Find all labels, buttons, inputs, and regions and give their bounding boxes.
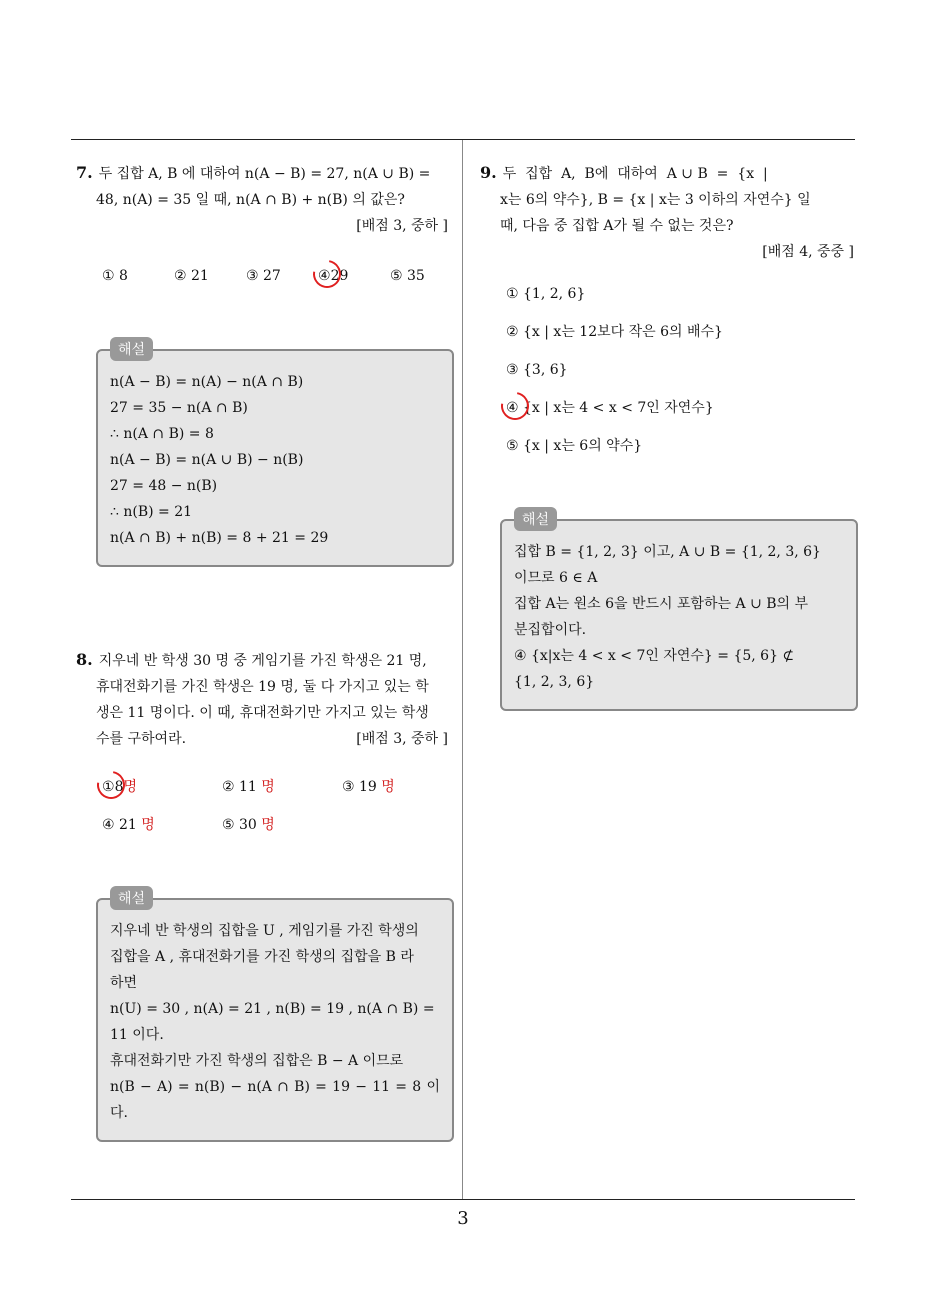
solution-box — [500, 512, 858, 711]
choice-mark — [318, 263, 331, 289]
choice-value: 11 — [239, 779, 257, 795]
choice-list — [480, 281, 858, 459]
solution-line: ∴ n(A ∩ B) = 8 — [110, 426, 214, 442]
score-label: [배점 3, 중하 ] — [356, 218, 448, 234]
page-number: 3 — [457, 1208, 469, 1229]
answer-circle-icon — [92, 766, 131, 805]
choice-mark — [102, 774, 115, 800]
choice-value: 21 — [119, 817, 137, 833]
question-8 — [76, 647, 454, 1142]
choice-value: 30 — [239, 817, 257, 833]
choice-mark: ⑤ — [506, 438, 519, 454]
choice-3[interactable] — [342, 774, 436, 800]
choice-unit: 명 — [141, 817, 155, 833]
question-number: 8. — [76, 650, 93, 669]
choice-mark: ② — [174, 268, 187, 284]
choice-value: {3, 6} — [523, 362, 568, 378]
score-label: [배점 4, 중중 ] — [762, 244, 854, 260]
question-text: 두 집합 A, B에 대하여 A ∪ B = {x | — [502, 166, 768, 182]
choice-3[interactable] — [506, 357, 858, 383]
solution-line: 분집합이다. — [514, 622, 587, 638]
choice-1[interactable] — [102, 263, 148, 289]
question-text-line — [76, 647, 454, 674]
choice-value: {1, 2, 6} — [523, 286, 586, 302]
left-column — [76, 160, 454, 1142]
choice-mark: ③ — [246, 268, 259, 284]
choice-4[interactable] — [506, 395, 858, 421]
choice-5[interactable] — [390, 263, 436, 289]
choice-4[interactable] — [318, 263, 364, 289]
choice-mark: ② — [222, 779, 235, 795]
question-text: 지우네 반 학생 30 명 중 게임기를 가진 학생은 21 명, — [98, 653, 427, 669]
choice-unit: 명 — [123, 779, 138, 795]
choice-value: 8 — [119, 268, 128, 284]
choice-value: {x | x는 6의 약수} — [523, 438, 643, 454]
solution-tag: 해설 — [110, 337, 153, 361]
solution-line: {1, 2, 3, 6} — [514, 674, 595, 690]
question-text: 두 집합 A, B 에 대하여 n(A − B) = 27, n(A ∪ B) = — [98, 166, 431, 182]
choice-mark: ① — [102, 268, 115, 284]
solution-line: 집합 A는 원소 6을 반드시 포함하는 A ∪ B의 부 — [514, 596, 809, 612]
choice-unit: 명 — [261, 779, 275, 795]
question-text-line: 때, 다음 중 집합 A가 될 수 없는 것은? — [500, 218, 734, 234]
choice-5[interactable] — [222, 812, 316, 838]
column-divider — [462, 140, 463, 1200]
solution-line: 하면 — [110, 975, 138, 991]
choice-list — [76, 774, 454, 838]
choice-value: 27 — [263, 268, 281, 284]
question-text-line — [480, 160, 858, 187]
choice-value: {x | x는 12보다 작은 6의 배수} — [523, 324, 723, 340]
right-column — [480, 160, 858, 711]
choice-value: 21 — [191, 268, 209, 284]
solution-line: 집합을 A , 휴대전화기를 가진 학생의 집합을 B 라 — [110, 949, 414, 965]
solution-box — [96, 891, 454, 1142]
choice-value: 19 — [359, 779, 377, 795]
choice-value: {x | x는 4 < x < 7인 자연수} — [523, 400, 714, 416]
choice-2[interactable] — [506, 319, 858, 345]
solution-line: 지우네 반 학생의 집합을 U , 게임기를 가진 학생의 — [110, 923, 419, 939]
choice-4[interactable] — [102, 812, 196, 838]
choice-2[interactable] — [222, 774, 316, 800]
choice-mark: ③ — [506, 362, 519, 378]
choice-5[interactable] — [506, 433, 858, 459]
choice-unit: 명 — [381, 779, 395, 795]
question-text-line — [76, 726, 454, 752]
choice-mark — [506, 395, 519, 421]
solution-line: 27 = 48 − n(B) — [110, 478, 218, 494]
choice-mark-text: ④ — [318, 268, 331, 284]
question-7 — [76, 160, 454, 567]
choice-mark: ② — [506, 324, 519, 340]
question-text-line: 48, n(A) = 35 일 때, n(A ∩ B) + n(B) 의 값은? — [96, 192, 405, 208]
question-9 — [480, 160, 858, 711]
solution-tag: 해설 — [514, 507, 557, 531]
question-number: 7. — [76, 163, 93, 182]
bottom-rule — [71, 1199, 855, 1200]
choice-mark: ⑤ — [390, 268, 403, 284]
choice-3[interactable] — [246, 263, 292, 289]
solution-line: 휴대전화기만 가진 학생의 집합은 B − A 이므로 — [110, 1053, 404, 1069]
solution-line: n(A ∩ B) + n(B) = 8 + 21 = 29 — [110, 530, 329, 546]
answer-circle-icon — [308, 255, 347, 294]
choice-mark-text: ④ — [506, 400, 519, 416]
choice-2[interactable] — [174, 263, 220, 289]
top-rule — [71, 139, 855, 140]
choice-1[interactable] — [506, 281, 858, 307]
choice-mark: ⑤ — [222, 817, 235, 833]
choice-unit: 명 — [261, 817, 275, 833]
choice-value: 8 — [114, 779, 124, 795]
answer-circle-icon — [496, 387, 535, 426]
question-text-line: 생은 11 명이다. 이 때, 휴대전화기만 가지고 있는 학생 — [96, 705, 429, 721]
choice-mark: ④ — [102, 817, 115, 833]
solution-line: n(B − A) = n(B) − n(A ∩ B) = 19 − 11 = 8 이다. — [110, 1079, 440, 1121]
solution-line: 27 = 35 − n(A ∩ B) — [110, 400, 248, 416]
choice-1[interactable] — [102, 774, 196, 800]
solution-line: ∴ n(B) = 21 — [110, 504, 193, 520]
solution-box — [96, 342, 454, 567]
solution-line: n(A − B) = n(A) − n(A ∩ B) — [110, 374, 304, 390]
solution-line: ④ {x|x는 4 < x < 7인 자연수} = {5, 6} ⊄ — [514, 648, 795, 664]
choice-list — [76, 263, 454, 289]
question-text-line: 휴대전화기를 가진 학생은 19 명, 둘 다 가지고 있는 학 — [96, 679, 429, 695]
solution-line: n(U) = 30 , n(A) = 21 , n(B) = 19 , n(A ∩ B) = — [110, 1001, 435, 1017]
choice-mark: ① — [506, 286, 519, 302]
choice-mark: ③ — [342, 779, 355, 795]
solution-line: 이므로 6 ∈ A — [514, 570, 598, 586]
choice-mark-text: ① — [102, 779, 115, 795]
question-text-line: x는 6의 약수}, B = {x | x는 3 이하의 자연수} 일 — [500, 192, 811, 208]
question-text-line — [76, 160, 454, 187]
solution-line: 11 이다. — [110, 1027, 164, 1043]
question-text: 수를 구하여라. — [96, 731, 187, 747]
choice-value: 29 — [330, 268, 349, 284]
choice-value: 35 — [407, 268, 425, 284]
score-label: [배점 3, 중하 ] — [356, 731, 448, 747]
solution-line: 집합 B = {1, 2, 3} 이고, A ∪ B = {1, 2, 3, 6} — [514, 544, 821, 560]
solution-line: n(A − B) = n(A ∪ B) − n(B) — [110, 452, 304, 468]
solution-tag: 해설 — [110, 886, 153, 910]
question-number: 9. — [480, 163, 497, 182]
